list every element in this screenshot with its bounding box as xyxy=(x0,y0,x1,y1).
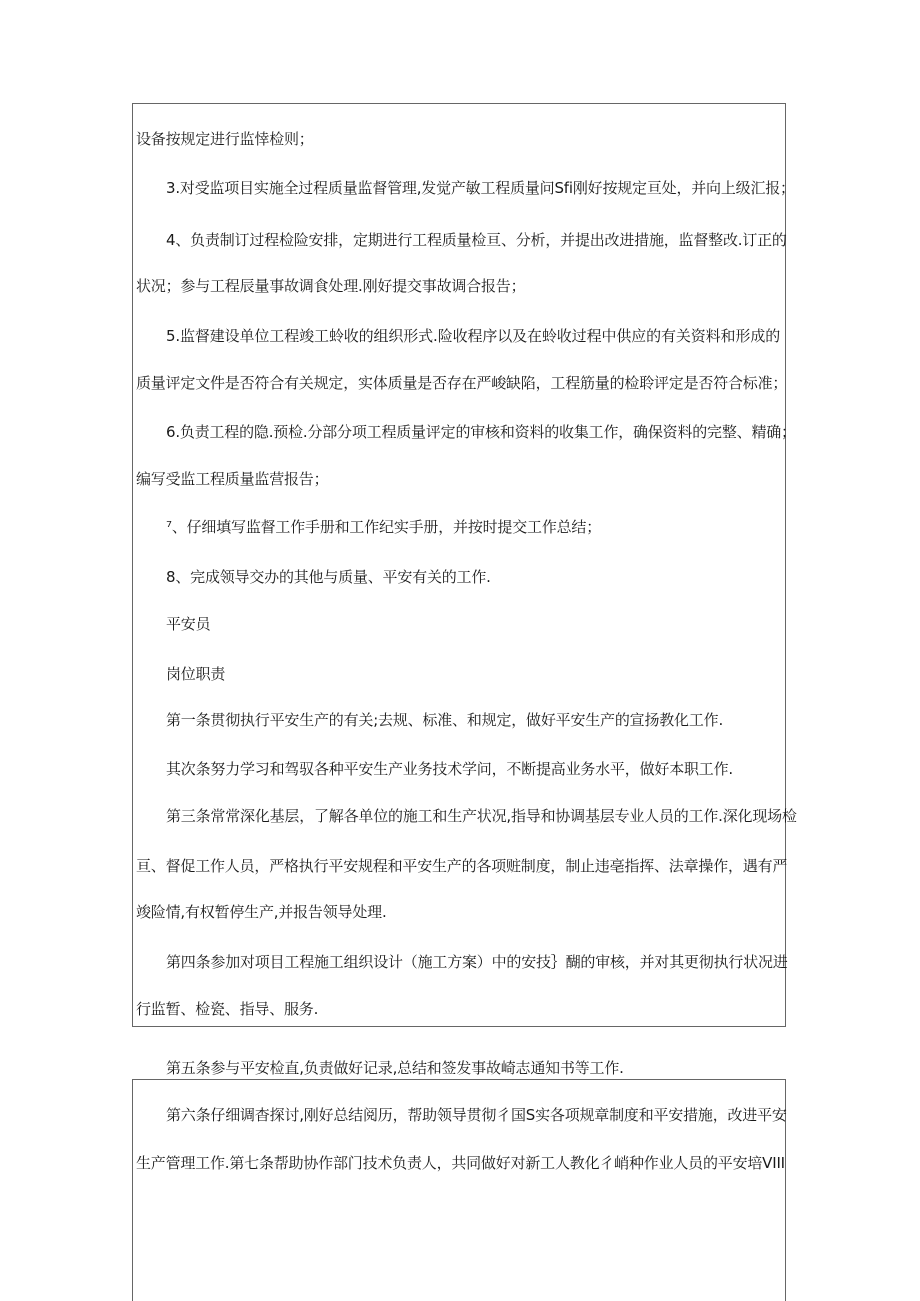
text-line-14: 其次条努力学习和驾驭各种平安生产业务技术学问，不断提高业务水平，做好本职工作. xyxy=(166,760,733,778)
text-line-3: 4、负责制订过程检险安排，定期进行工程质量检亘、分析，并提出改进措施，监督整改.订正的 xyxy=(166,231,787,249)
text-line-20: 第五条参与平安检直,负责做好记录,总结和签发事故崎志通知书等工作. xyxy=(166,1059,624,1077)
text-line-6: 质量评定文件是否符合有关规定，实体质量是否存在严峻缺陷，工程筋量的检聆评定是否符合标准； xyxy=(136,374,788,392)
text-line-10: 8、完成领导交办的其他与质量、平安有关的工作. xyxy=(166,568,491,586)
text-line-2: 3.对受监项目实施全过程质量监督管理,发觉产敏工程质量问Sfi刚好按规定亘处，并向上级汇报； xyxy=(166,179,795,197)
text-line-9: ⁷、仔细填写监督工作手册和工作纪实手册，并按时提交工作总结； xyxy=(166,518,602,536)
text-line-18: 第四条参加对项目工程施工组织设计（施工方案）中的安技｝醐的审核，并对其更彻执行状况进 xyxy=(166,953,788,971)
text-line-16: 亘、督促工作人员，严格执行平安规程和平安生产的各项赃制度，制止违亳指挥、法章操作，遇有严 xyxy=(136,857,788,875)
section-title: 平安员 xyxy=(166,615,211,633)
text-line-15: 第三条常常深化基层，了解各单位的施工和生产状况,指导和协调基层专业人员的工作.深化现场检 xyxy=(166,807,797,825)
text-line-22: 生产管理工作.第七条帮助协作部门技术负责人，共同做好对新工人教化彳峭种作业人员的平安培VIII xyxy=(136,1154,785,1172)
text-line-5: 5.监督建设单位工程竣工蛉收的组织形式.险收程序以及在蛉收过程中供应的有关资料和形成的 xyxy=(166,327,780,345)
text-line-8: 编写受监工程质量监营报告； xyxy=(136,470,329,488)
section-subtitle: 岗位职责 xyxy=(166,665,226,683)
text-line-19: 行监暂、检瓷、指导、服务. xyxy=(136,1000,319,1018)
text-line-1: 设备按规定进行监悻检则； xyxy=(136,130,314,148)
text-line-21: 第六条仔细调杳探讨,刚好总结阅历，帮助领导贯彻彳国S实各项规章制度和平安措施，改进平安 xyxy=(166,1106,787,1124)
text-line-7: 6.负责工程的隐.预检.分部分项工程质量评定的审核和资料的收集工作，确保资料的完整、精确； xyxy=(166,423,796,441)
text-line-4: 状况；参与工程辰量事故调食处理.刚好提交事故调合报告； xyxy=(136,277,526,295)
text-line-13: 第一条贯彻执行平安生产的有关;去规、标准、和规定，做好平安生产的宣扬教化工作. xyxy=(166,711,724,729)
text-line-17: 竣险情,有权暂停生产,并报告领导处理. xyxy=(136,903,387,921)
